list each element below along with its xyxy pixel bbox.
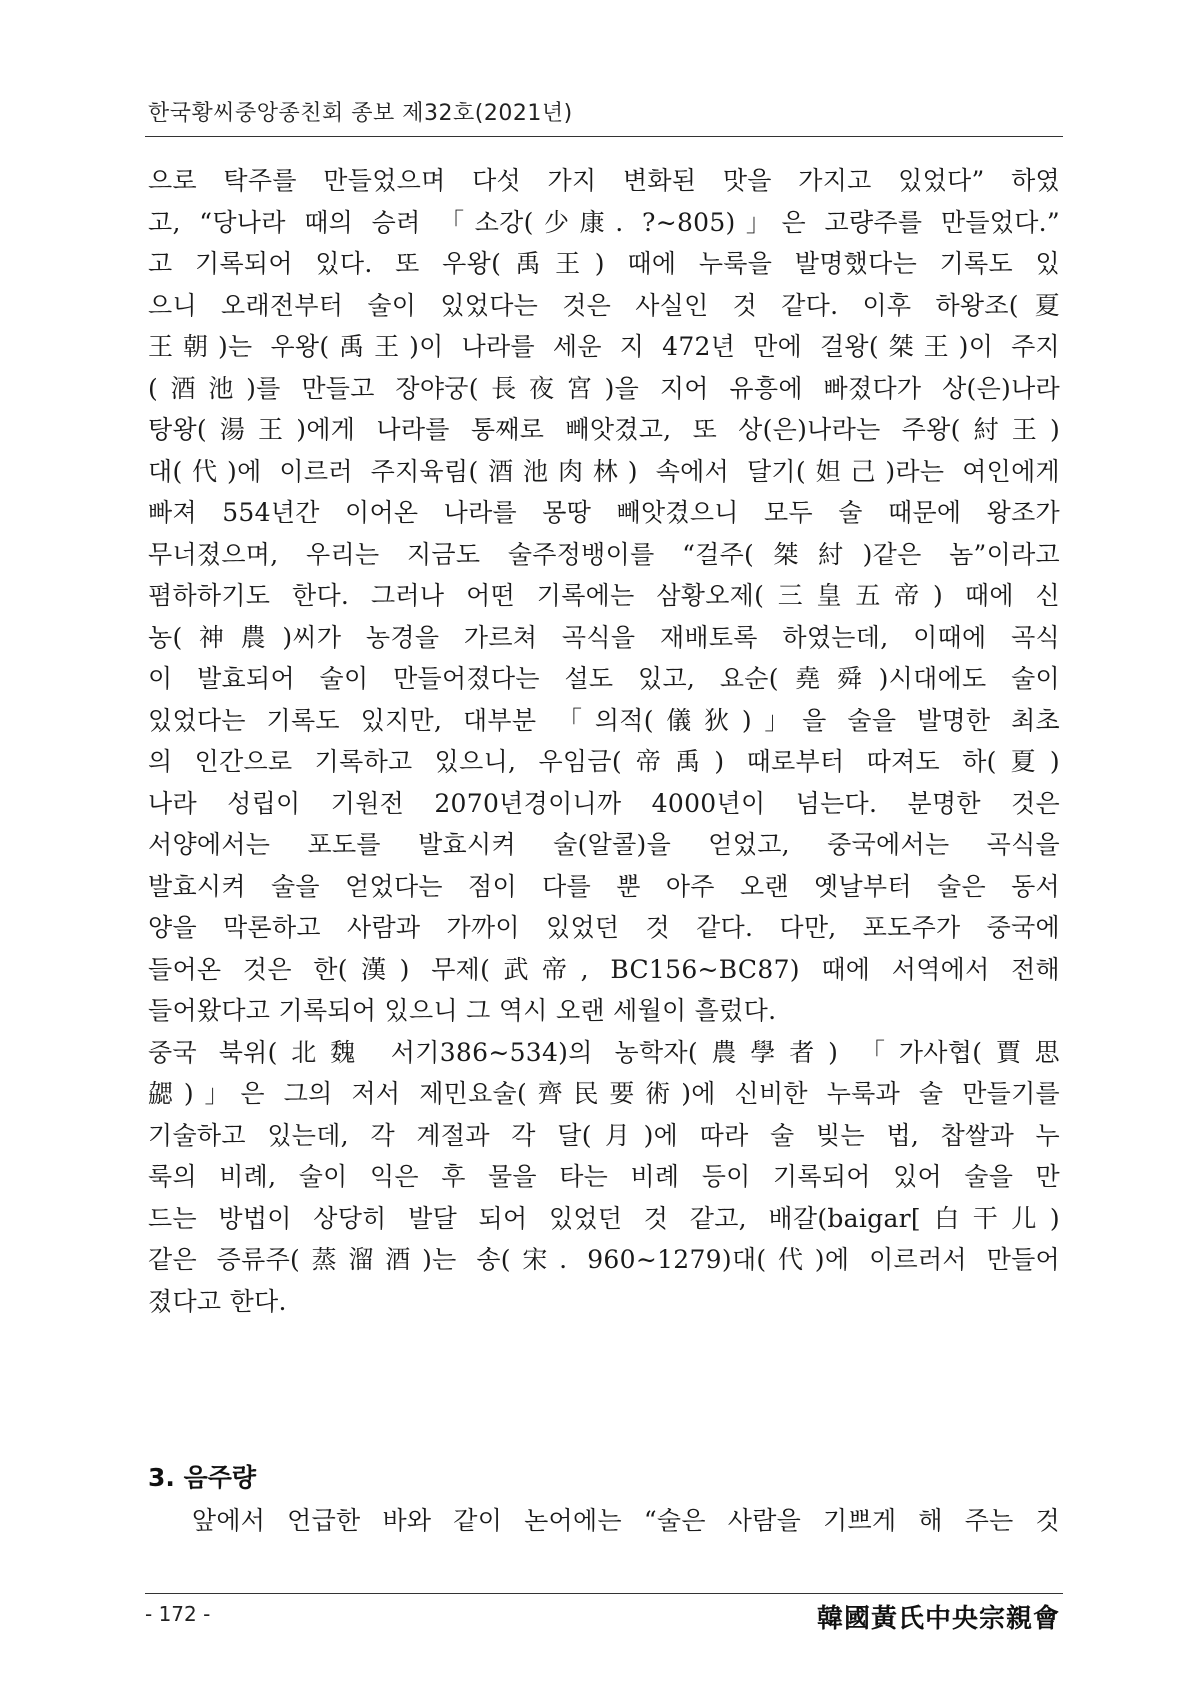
text-line: 勰)」은 그의 저서 제민요술(齊民要術)에 신비한 누룩과 술 만들기를 [148,1079,1060,1108]
text-line: 농(神農)씨가 농경을 가르쳐 곡식을 재배토록 하였는데, 이때에 곡식 [148,622,1060,652]
text-line: 으니 오래전부터 술이 있었다는 것은 사실인 것 같다. 이후 하왕조(夏 [148,290,1060,320]
text-line: 중국 북위(北魏 서기386∼534)의 농학자(農學者) 「가사협(賈思 [148,1037,1060,1067]
text-line: 양을 막론하고 사람과 가까이 있었던 것 같다. 다만, 포도주가 중국에 [148,913,1060,942]
text-line: 있었다는 기록도 있지만, 대부분 「의적(儀狄)」을 술을 발명한 최초 [148,705,1060,735]
text-line: 들어왔다고 기록되어 있으니 그 역시 오랜 세월이 흘렀다. [148,996,777,1025]
text-line: 으로 탁주를 만들었으며 다섯 가지 변화된 맛을 가지고 있었다” 하였 [148,166,1060,195]
text-line: 고 기록되어 있다. 또 우왕(禹王) 때에 누룩을 발명했다는 기록도 있 [148,249,1060,278]
text-line: 탕왕(湯王)에게 나라를 통째로 빼앗겼고, 또 상(은)나라는 주왕(紂王) [148,415,1060,444]
text-line: 고, “당나라 때의 승려 「소강(少康. ?∼805)」은 고량주를 만들었다.” [148,207,1060,237]
page-number: - 172 - [145,1602,211,1626]
text-line: 빠져 554년간 이어온 나라를 몽땅 빼앗겼으니 모두 술 때문에 왕조가 [148,498,1060,527]
text-line: 같은 증류주(蒸溜酒)는 송(宋. 960∼1279)대(代)에 이르러서 만들어 [148,1245,1060,1274]
text-line: 드는 방법이 상당히 발달 되어 있었던 것 같고, 배갈(baigar[白干儿) [148,1203,1060,1233]
text-line: 룩의 비례, 술이 익은 후 물을 타는 비례 등이 기록되어 있어 술을 만 [148,1162,1060,1191]
publisher-name: 韓國黃氏中央宗親會 [816,1604,1060,1634]
text-line: 의 인간으로 기록하고 있으니, 우임금(帝禹) 때로부터 따져도 하(夏) [148,747,1060,776]
body-text [148,160,1060,1322]
text-line: 이 발효되어 술이 만들어졌다는 설도 있고, 요순(堯舜)시대에도 술이 [148,664,1060,693]
section-body [148,1500,1060,1542]
running-header: 한국황씨중앙종친회 종보 제32호(2021년) [148,101,573,126]
footer-divider [145,1593,1063,1594]
section-heading: 3. 음주량 [148,1463,257,1492]
text-line: 폄하하기도 한다. 그러나 어떤 기록에는 삼황오제(三皇五帝) 때에 신 [148,581,1060,610]
text-line: 앞에서 언급한 바와 같이 논어에는 “술은 사람을 기쁘게 해 주는 것 [148,1506,1060,1535]
text-line: (酒池)를 만들고 장야궁(長夜宮)을 지어 유흥에 빠졌다가 상(은)나라 [148,373,1060,403]
text-line: 서양에서는 포도를 발효시켜 술(알콜)을 얻었고, 중국에서는 곡식을 [148,830,1060,859]
header-divider [145,136,1063,137]
text-line: 나라 성립이 기원전 2070년경이니까 4000년이 넘는다. 분명한 것은 [148,788,1060,818]
text-line: 대(代)에 이르러 주지육림(酒池肉林) 속에서 달기(妲己)라는 여인에게 [148,456,1060,486]
text-line: 발효시켜 술을 얻었다는 점이 다를 뿐 아주 오랜 옛날부터 술은 동서 [148,871,1060,901]
text-line: 王朝)는 우왕(禹王)이 나라를 세운 지 472년 만에 걸왕(桀王)이 주지 [148,332,1060,361]
text-line: 무너졌으며, 우리는 지금도 술주정뱅이를 “걸주(桀紂)같은 놈”이라고 [148,539,1060,569]
text-line: 졌다고 한다. [148,1286,287,1316]
text-line: 기술하고 있는데, 각 계절과 각 달(月)에 따라 술 빚는 법, 찹쌀과 누 [148,1120,1060,1150]
text-line: 들어온 것은 한(漢) 무제(武帝, BC156~BC87) 때에 서역에서 전해 [148,954,1060,984]
